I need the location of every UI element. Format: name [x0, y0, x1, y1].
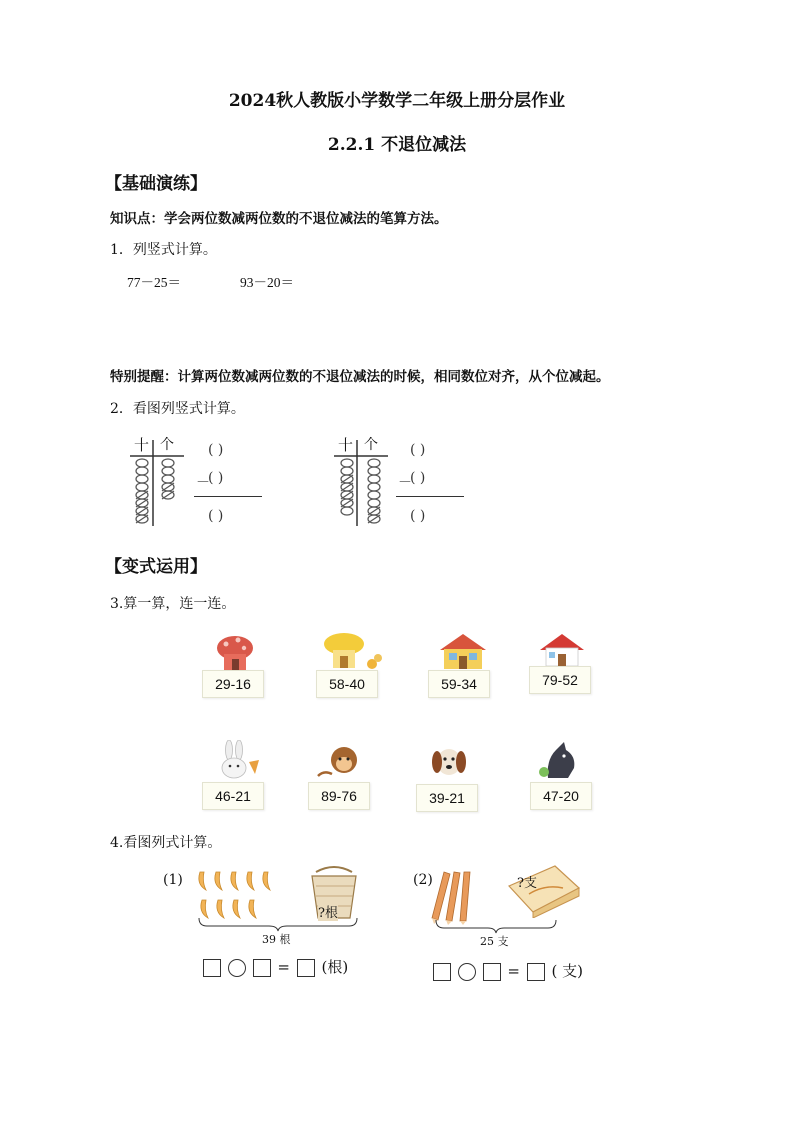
unit-label: ( 支) — [551, 962, 583, 980]
knowledge-point: 知识点：学会两位数减两位数的不退位减法的笔算方法。 — [110, 211, 448, 227]
abacus-ones-label: 个 — [160, 437, 174, 453]
unit-label: (根) — [321, 958, 349, 976]
mushroom-house-icon — [210, 630, 260, 672]
horse-icon — [536, 738, 584, 784]
expression-card-bottom-1[interactable]: 46-21 — [202, 782, 264, 810]
pencils-icon — [424, 866, 490, 926]
page-title: 2024秋人教版小学数学二年级上册分层作业 — [228, 91, 566, 111]
sum-line — [396, 496, 464, 497]
bananas-icon — [194, 864, 284, 924]
equals-sign: = — [507, 962, 520, 980]
answer-box[interactable] — [433, 963, 451, 981]
answer-slot-top[interactable]: ( ) — [208, 442, 224, 458]
total-label-2: 25 支 — [480, 935, 509, 948]
q3-label: 3.算一算，连一连。 — [110, 596, 236, 612]
q2-label: 2．看图列竖式计算。 — [110, 401, 245, 417]
abacus-2-drawing — [330, 432, 392, 532]
expression-card-bottom-2[interactable]: 89-76 — [308, 782, 370, 810]
total-brace-1 — [197, 916, 359, 932]
equals-sign: = — [277, 958, 290, 976]
expression-card-top-1[interactable]: 29-16 — [202, 670, 264, 698]
q4-label: 4.看图列式计算。 — [110, 835, 222, 851]
expression-card-top-3[interactable]: 59-34 — [428, 670, 490, 698]
answer-slot-top[interactable]: ( ) — [410, 442, 426, 458]
expression-card-bottom-3[interactable]: 39-21 — [416, 784, 478, 812]
minus-sign: － — [196, 475, 210, 491]
expression-card-top-2[interactable]: 58-40 — [316, 670, 378, 698]
operator-circle[interactable] — [458, 963, 476, 981]
q4-part1-number: (1) — [163, 872, 183, 888]
box-question-label: ?支 — [517, 876, 537, 891]
total-label-1: 39 根 — [262, 933, 291, 946]
q1-label: 1．列竖式计算。 — [110, 242, 217, 258]
answer-slot-middle[interactable]: ( ) — [208, 470, 224, 486]
cottage-icon — [436, 632, 490, 672]
q1-expr-1: 77－25＝ — [127, 275, 181, 290]
answer-box[interactable] — [203, 959, 221, 977]
section-heading-basic: 【基础演练】 — [105, 174, 207, 194]
answer-box[interactable] — [253, 959, 271, 977]
result-box[interactable] — [297, 959, 315, 977]
dog-icon — [427, 742, 471, 786]
abacus-ones-label: 个 — [364, 437, 378, 453]
monkey-icon — [314, 742, 370, 784]
abacus-1-drawing — [128, 432, 188, 532]
answer-box[interactable] — [483, 963, 501, 981]
special-reminder: 特别提醒：计算两位数减两位数的不退位减法的时候，相同数位对齐，从个位减起。 — [110, 369, 610, 385]
q1-expr-2: 93－20＝ — [240, 275, 294, 290]
expression-card-top-4[interactable]: 79-52 — [529, 666, 591, 694]
total-brace-2 — [434, 918, 558, 934]
sum-line — [194, 496, 262, 497]
basket-question-label: ?根 — [318, 902, 338, 921]
rabbit-icon — [213, 740, 261, 782]
q4-part2-number: (2) — [413, 872, 433, 888]
abacus-tens-label: 十 — [134, 436, 150, 454]
red-roof-house-icon — [538, 630, 586, 668]
page-subtitle: 2.2.1 不退位减法 — [327, 135, 467, 155]
abacus-problem-2 — [330, 432, 480, 532]
expression-card-bottom-4[interactable]: 47-20 — [530, 782, 592, 810]
answer-slot-result[interactable]: ( ) — [410, 508, 426, 524]
yellow-mushroom-house-icon — [318, 630, 384, 674]
abacus-tens-label: 十 — [338, 436, 354, 454]
minus-sign: － — [398, 475, 412, 491]
operator-circle[interactable] — [228, 959, 246, 977]
equation-row-1 — [203, 956, 350, 977]
abacus-problem-1 — [128, 432, 278, 532]
answer-slot-result[interactable]: ( ) — [208, 508, 224, 524]
equation-row-2 — [433, 960, 585, 981]
section-heading-variation: 【变式运用】 — [105, 557, 207, 577]
answer-slot-middle[interactable]: ( ) — [410, 470, 426, 486]
result-box[interactable] — [527, 963, 545, 981]
